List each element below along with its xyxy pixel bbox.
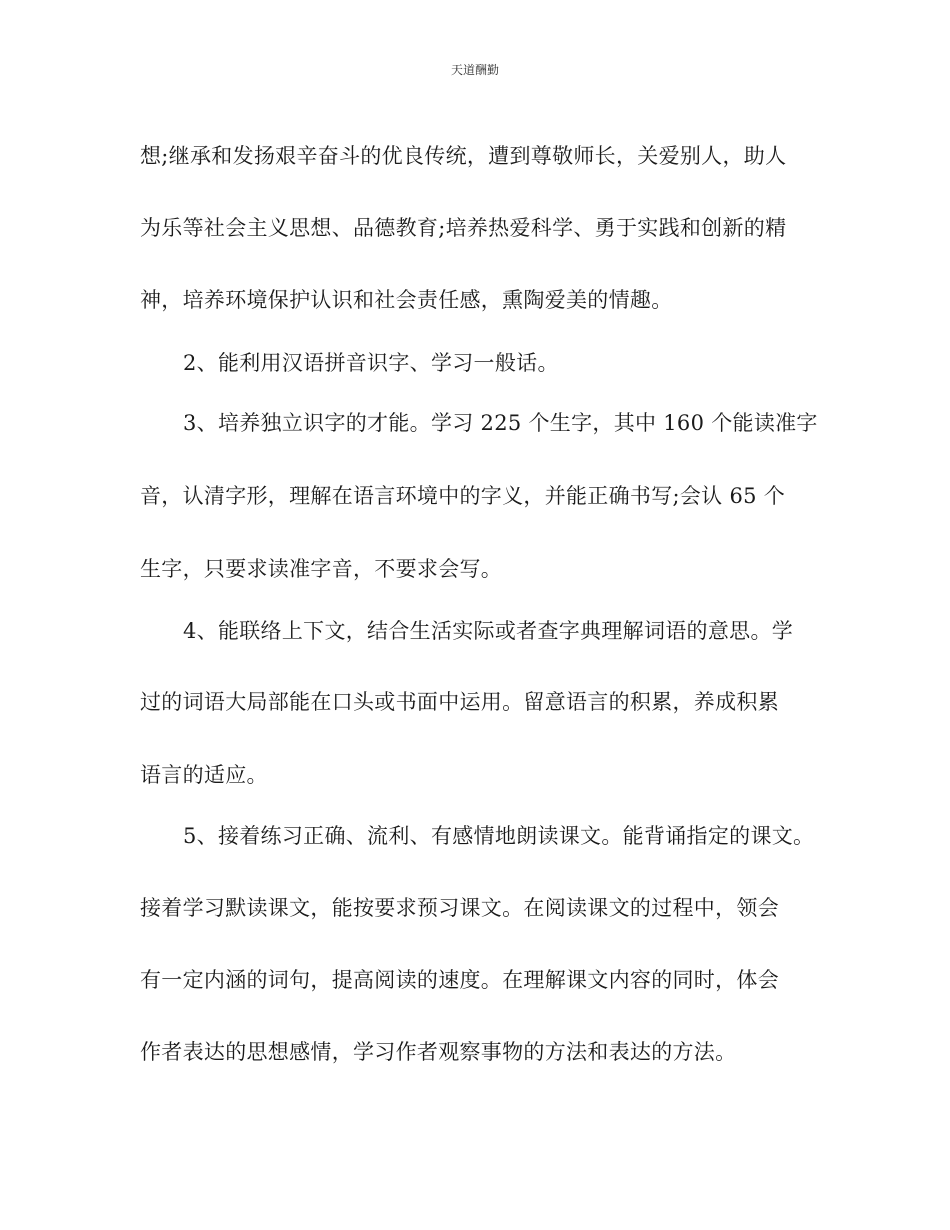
list-item-2-line-1: 2、能利用汉语拼音识字、学习一般话。	[183, 351, 559, 375]
list-item-4-line-2: 过的词语大局部能在口头或书面中运用。留意语言的积累，养成积累	[140, 690, 779, 714]
body-line-2: 为乐等社会主义思想、品德教育;培养热爱科学、勇于实践和创新的精	[140, 216, 787, 240]
list-item-5-line-3: 有一定内涵的词句，提高阅读的速度。在理解课文内容的同时，体会	[140, 968, 779, 992]
list-item-4-line-3: 语言的适应。	[140, 763, 268, 787]
list-item-4-line-1: 4、能联络上下文，结合生活实际或者查字典理解词语的意思。学	[183, 619, 794, 643]
list-item-5-line-2: 接着学习默读课文，能按要求预习课文。在阅读课文的过程中，领会	[140, 896, 779, 920]
list-item-3-line-1: 3、培养独立识字的才能。学习 225 个生字，其中 160 个能读准字	[183, 411, 818, 435]
list-item-3-line-2: 音，认清字形，理解在语言环境中的字义，并能正确书写;会认 65 个	[140, 484, 786, 508]
list-item-3-line-3: 生字，只要求读准字音，不要求会写。	[140, 557, 503, 581]
list-item-5-line-4: 作者表达的思想感情，学习作者观察事物的方法和表达的方法。	[140, 1040, 737, 1064]
list-item-5-line-1: 5、接着练习正确、流利、有感情地朗读课文。能背诵指定的课文。	[183, 824, 815, 848]
page-header: 天道酬勤	[450, 63, 499, 77]
body-line-3: 神，培养环境保护认识和社会责任感，熏陶爱美的情趣。	[140, 288, 673, 312]
body-line-1: 想;继承和发扬艰辛奋斗的优良传统，遭到尊敬师长，关爱别人，助人	[140, 144, 787, 168]
